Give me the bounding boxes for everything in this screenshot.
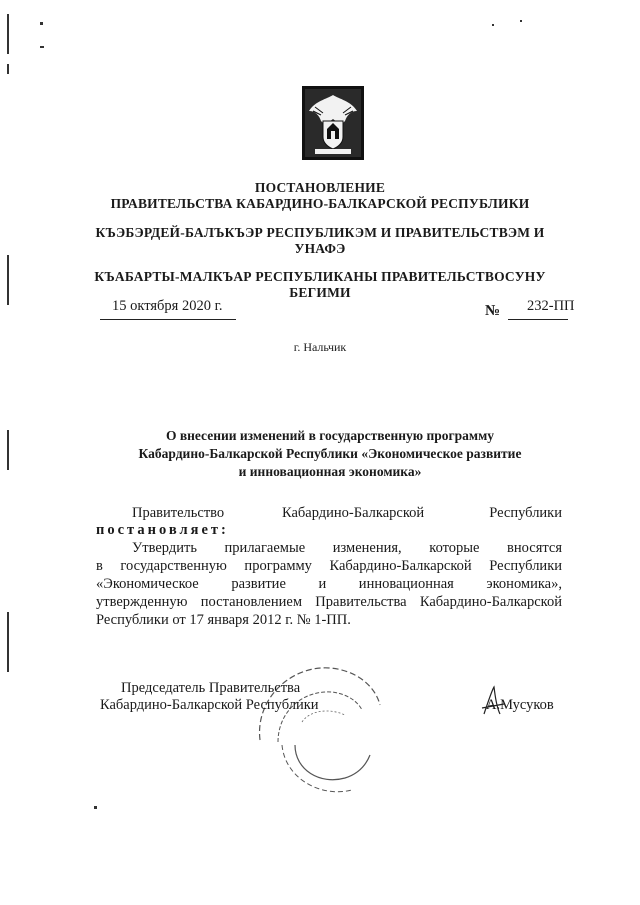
subject-line3: и инновационная экономика»	[238, 464, 422, 479]
document-number: 232-ПП	[527, 298, 575, 314]
number-underline	[508, 319, 568, 320]
authority-kbd-line2: УНАФЭ	[294, 241, 346, 256]
body-line-5: Республики от 17 января 2012 г. № 1-ПП.	[96, 612, 351, 628]
scan-mark	[40, 46, 44, 48]
subject-line1: О внесении изменений в государственную программу	[165, 428, 495, 443]
scan-mark	[94, 806, 97, 809]
number-sign: №	[485, 303, 501, 319]
document-title: ПОСТАНОВЛЕНИЕ	[254, 180, 386, 195]
stamp-seal-icon	[240, 650, 390, 800]
authority-krc-line1: КЪАБАРТЫ-МАЛКЪАР РЕСПУБЛИКАНЫ ПРАВИТЕЛЬСТВОСУНУ	[94, 269, 546, 284]
preamble-word-3: Республики	[489, 505, 562, 521]
scan-mark	[7, 255, 9, 305]
date-underline	[100, 319, 236, 320]
signer-title-line1: Председатель Правительства	[121, 680, 301, 696]
scan-mark	[7, 64, 9, 74]
scan-mark	[492, 24, 494, 26]
document-date: 15 октября 2020 г.	[112, 298, 223, 314]
preamble-word-2: Кабардино-Балкарской	[282, 505, 425, 521]
body-line-1: Утвердить прилагаемые изменения, которые вносятся	[132, 540, 562, 556]
body-line-4: утвержденную постановлением Правительства Кабардино-Балкарской	[96, 594, 562, 610]
official-stamp	[240, 650, 390, 800]
decree-word: постановляет:	[96, 522, 229, 538]
authority-kbd-line1: КЪЭБЭРДЕЙ-БАЛЪКЪЭР РЕСПУБЛИКЭМ И ПРАВИТЕЛЬСТВЭМ И	[95, 225, 545, 240]
scan-mark	[7, 612, 9, 672]
signer-title-line2: Кабардино-Балкарской Республики	[100, 697, 319, 713]
authority-krc-line2: БЕГИМИ	[289, 285, 351, 300]
scan-mark	[7, 14, 9, 54]
coat-of-arms-icon	[301, 85, 365, 161]
body-line-2: в государственную программу Кабардино-Балкарской Республики	[96, 558, 562, 574]
scan-mark	[520, 20, 522, 22]
authority-ru: ПРАВИТЕЛЬСТВА КАБАРДИНО-БАЛКАРСКОЙ РЕСПУБЛИКИ	[110, 196, 530, 211]
scan-mark	[40, 22, 43, 25]
scan-mark	[7, 430, 9, 470]
subject-line2: Кабардино-Балкарской Республики «Экономическое развитие	[138, 446, 522, 461]
city-name: г. Нальчик	[293, 340, 347, 354]
coat-of-arms-emblem	[301, 85, 365, 161]
signer-name: А.Мусуков	[486, 697, 554, 713]
body-line-3: «Экономическое развитие и инновационная экономика»,	[96, 576, 562, 592]
preamble-word-1: Правительство	[132, 505, 225, 521]
